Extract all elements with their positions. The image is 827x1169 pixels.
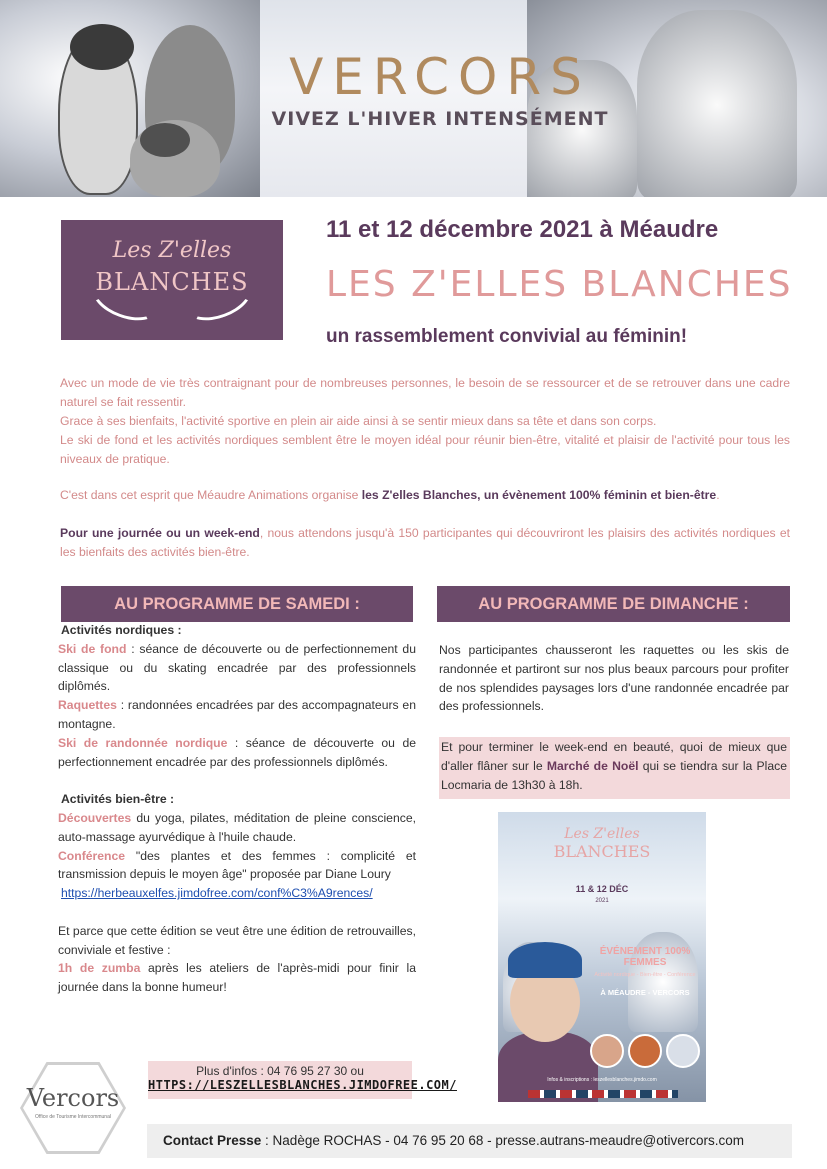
office-subtitle: Office de Tourisme Intercommunal: [35, 1114, 111, 1120]
intro-paragraph: Pour une journée ou un week-end, nous attendons jusqu'à 150 participantes qui découvriront les plaisirs des activités nordiques et les bienfaits des activités bien-être.: [60, 526, 791, 559]
intro-line: Grace à ses bienfaits, l'activité sportive en plein air aide ainsi à se sentir mieux dans sa tête et dans son corps.: [60, 414, 657, 428]
header-banner: [0, 0, 827, 197]
poster-activities: Activité nordique - Bien-être - Conférence: [594, 972, 696, 978]
zumba-item: 1h de zumba après les ateliers de l'après-midi pour finir la journée dans la bonne humeur!: [58, 961, 416, 995]
decouvertes-item: Découvertes du yoga, pilates, méditation de pleine conscience, auto-massage ayurvédique à l'huile chaude.: [58, 810, 416, 844]
saturday-program: [58, 621, 416, 997]
wellbeing-title: Activités bien-être :: [61, 792, 175, 807]
intro-paragraph: C'est dans cet esprit que Méaudre Animations organise les Z'elles Blanches, un évènement 100% féminin et bien-être.: [60, 488, 720, 502]
conference-link[interactable]: https://herbeauxelfes.jimdofree.com/conf%C3%A9rences/: [61, 886, 373, 901]
event-date: 11 et 12 décembre 2021 à Méaudre: [326, 216, 719, 243]
info-box: [148, 1061, 457, 1099]
helmet-image: [70, 24, 134, 70]
saturday-heading: AU PROGRAMME DE SAMEDI :: [61, 586, 413, 622]
snow-tree-image: [637, 10, 797, 197]
skiing-photo: [666, 1034, 700, 1068]
massage-photo: [590, 1034, 624, 1068]
banner-title: VERCORS: [289, 48, 591, 106]
intro-line: Le ski de fond et les activités nordiques semblent être le moyen idéal pour réunir bien-être, vitalité et plaisir de l'activité pour tous les niveaux de pratique.: [60, 433, 790, 466]
office-name: Vercors: [26, 1084, 120, 1112]
event-logo: [61, 220, 283, 340]
press-contact: [147, 1124, 792, 1158]
intro-paragraph: [60, 374, 790, 469]
logo-text: Les Z'elles: [112, 238, 232, 263]
poster-date: 11 & 12 DÉC: [575, 884, 629, 894]
conference-item: Conférence "des plantes et des femmes : complicité et transmission depuis le moyen âge" proposée par Diane Loury: [58, 848, 416, 882]
christmas-market-text: Et pour terminer le week-end en beauté, quoi de mieux que d'aller flâner sur le Marché de Noël qui se tiendra sur la Place Locmaria de 13h30 à 18h.: [441, 740, 787, 792]
contact-label: Contact Presse: [163, 1133, 262, 1148]
info-website-link[interactable]: HTTPS://LESZELLESBLANCHES.JIMDOFREE.COM/: [148, 1078, 457, 1092]
hat-image: [508, 942, 582, 978]
event-title: LES Z'ELLES BLANCHES: [326, 264, 793, 305]
poster-year: 2021: [595, 898, 609, 904]
tourism-office-logo: [20, 1062, 126, 1154]
poster-logo: Les Z'elles: [564, 826, 640, 842]
poster-logo: BLANCHES: [553, 842, 651, 861]
ski-rando-item: Ski de randonnée nordique : séance de découverte ou de perfectionnement encadrée par des professionnels diplômés.: [58, 735, 416, 769]
sponsor-logos: [528, 1090, 678, 1098]
raquettes-item: Raquettes : randonnées encadrées par des accompagnateurs en montagne.: [58, 698, 416, 731]
info-phone: Plus d'infos : 04 76 95 27 30 ou: [196, 1064, 364, 1078]
event-poster: [498, 812, 706, 1102]
event-tagline: un rassemblement convivial au féminin!: [326, 326, 688, 347]
banner-subtitle: VIVEZ L'HIVER INTENSÉMENT: [271, 108, 609, 130]
poster-place: À MÉAUDRE - VERCORS: [600, 988, 690, 997]
contact-details: : Nadège ROCHAS - 04 76 95 20 68 - presse.autrans-meaudre@otivercors.com: [261, 1133, 744, 1148]
fire-photo: [628, 1034, 662, 1068]
poster-headline: ÉVÉNEMENT 100% FEMMES: [599, 946, 691, 968]
intro-line: Avec un mode de vie très contraignant pour de nombreuses personnes, le besoin de se ressourcer et de se retrouver dans une cadre naturel se fait ressentir.: [60, 376, 790, 409]
logo-text: BLANCHES: [95, 268, 249, 296]
sunday-heading: AU PROGRAMME DE DIMANCHE :: [437, 586, 790, 622]
festive-text: Et parce que cette édition se veut être une édition de retrouvailles, conviviale et festive :: [58, 923, 416, 957]
ski-fond-item: Ski de fond : séance de découverte ou de perfectionnement du classique ou du skating encadrée par des professionnels diplômés.: [58, 641, 416, 694]
sunday-program: Nos participantes chausseront les raquettes ou les skis de randonnée et partiront sur nos plus beaux parcours pour profiter de nos splendides paysages lors d'une randonnée encadrée par des professionnels.: [439, 643, 789, 714]
poster-footer: Infos & inscriptions : leszellesblanches.jimdo.com: [547, 1077, 657, 1083]
helmet-image: [140, 123, 190, 157]
nordic-title: Activités nordiques :: [61, 623, 182, 637]
